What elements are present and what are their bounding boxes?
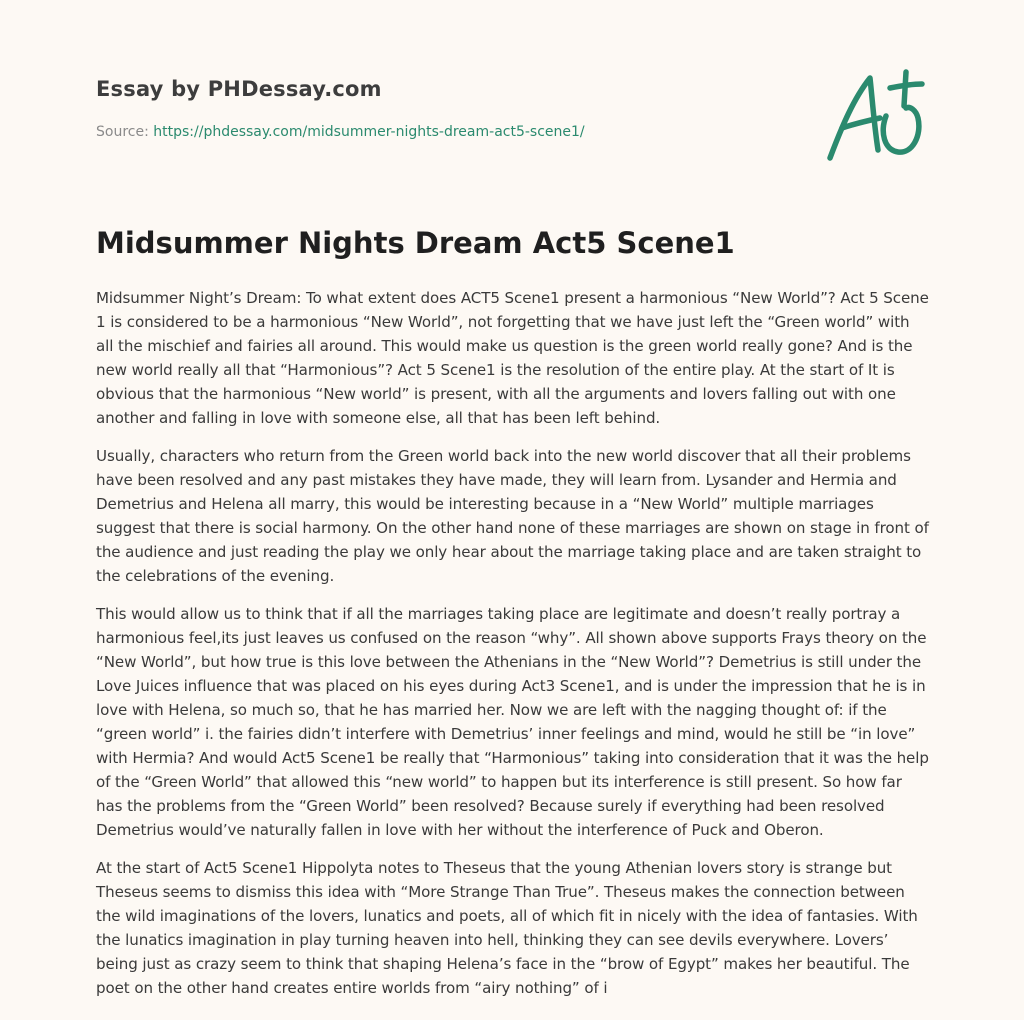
- site-brand: Essay by PHDessay.com: [96, 77, 382, 101]
- source-label: Source:: [96, 124, 149, 140]
- source-link[interactable]: https://phdessay.com/midsummer-nights-dream-act5-scene1/: [153, 124, 585, 140]
- essay-title: Midsummer Nights Dream Act5 Scene1: [96, 226, 735, 260]
- essay-body: [96, 286, 931, 1014]
- a-plus-logo-icon: [820, 66, 930, 166]
- essay-paragraph: This would allow us to think that if all the marriages taking place are legitimate and doesn’t really portray a harmonious feel,its just leaves us confused on the reason “why”. All shown above supports Frays theory on the “New World”, but how true is this love between the Athenians in the “New World”? Demetrius is still under the Love Juices influence that was placed on his eyes during Act3 Scene1, and is under the impression that he is in love with Helena, so much so, that he has married her. Now we are left with the nagging thought of: if the “green world” i. the fairies didn’t interfere with Demetrius’ inner feelings and mind, would he still be “in love” with Hermia? And would Act5 Scene1 be really that “Harmonious” taking into consideration that it was the help of the “Green World” that allowed this “new world” to happen but its interference is still present. So how far has the problems from the “Green World” been resolved? Because surely if everything had been resolved Demetrius would’ve naturally fallen in love with her without the interference of Puck and Oberon.: [96, 605, 929, 839]
- source-line: [96, 124, 585, 140]
- essay-paragraph: Midsummer Night’s Dream: To what extent does ACT5 Scene1 present a harmonious “New World”? Act 5 Scene 1 is considered to be a harmonious “New World”, not forgetting that we have just left the “Green world” with all the mischief and fairies all around. This would make us question is the green world really gone? And is the new world really all that “Harmonious”? Act 5 Scene1 is the resolution of the entire play. At the start of It is obvious that the harmonious “New world” is present, with all the arguments and lovers falling out with one another and falling in love with someone else, all that has been left behind.: [96, 289, 929, 427]
- essay-paragraph: At the start of Act5 Scene1 Hippolyta notes to Theseus that the young Athenian lovers story is strange but Theseus seems to dismiss this idea with “More Strange Than True”. Theseus makes the connection between the wild imaginations of the lovers, lunatics and poets, all of which fit in nicely with the idea of fantasies. With the lunatics imagination in play turning heaven into hell, thinking they can see devils everywhere. Lovers’ being just as crazy seem to think that shaping Helena’s face in the “brow of Egypt” makes her beautiful. The poet on the other hand creates entire worlds from “airy nothing” of i: [96, 859, 918, 997]
- essay-paragraph: Usually, characters who return from the Green world back into the new world discover that all their problems have been resolved and any past mistakes they have made, they will learn from. Lysander and Hermia and Demetrius and Helena all marry, this would be interesting because in a “New World” multiple marriages suggest that there is social harmony. On the other hand none of these marriages are shown on stage in front of the audience and just reading the play we only hear about the marriage taking place and are taken straight to the celebrations of the evening.: [96, 447, 929, 585]
